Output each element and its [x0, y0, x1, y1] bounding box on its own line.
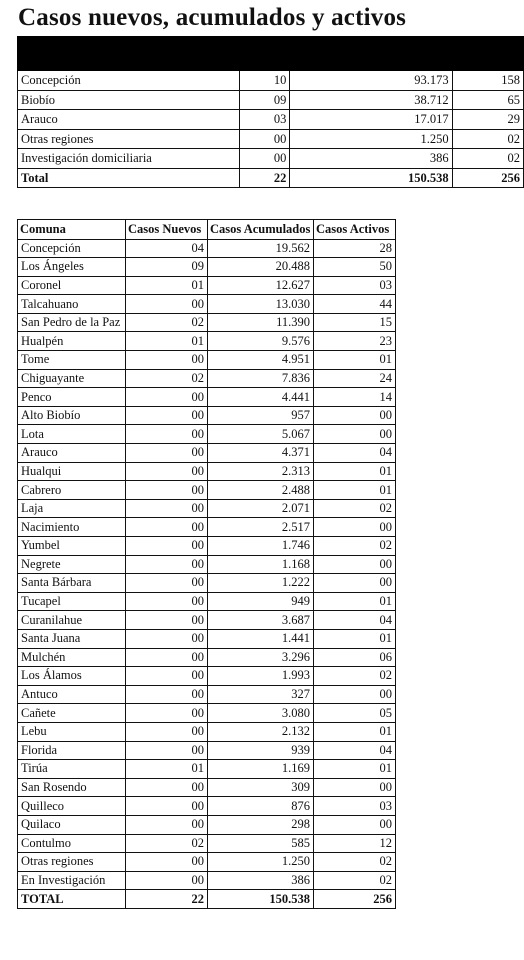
casos-nuevos-cell: 00	[126, 295, 208, 314]
casos-acumulados-cell: 3.296	[208, 648, 314, 667]
region-name-cell: Quilleco	[18, 797, 126, 816]
casos-activos-cell: 02	[314, 537, 396, 556]
summary-row	[18, 149, 524, 169]
casos-activos-cell: 06	[314, 648, 396, 667]
casos-acumulados-cell: 585	[208, 834, 314, 853]
casos-activos-cell: 65	[452, 90, 523, 110]
casos-nuevos-cell: 00	[126, 351, 208, 370]
casos-nuevos-cell: 10	[239, 71, 290, 91]
casos-nuevos-cell: 00	[126, 667, 208, 686]
casos-nuevos-cell: 02	[126, 313, 208, 332]
casos-nuevos-cell: 09	[239, 90, 290, 110]
comuna-row	[18, 406, 396, 425]
region-name-cell: Cañete	[18, 704, 126, 723]
casos-activos-cell: 03	[314, 797, 396, 816]
region-name-cell: Arauco	[18, 110, 240, 130]
casos-nuevos-cell: 00	[126, 388, 208, 407]
col-header-casos-acumulados: Casos Acumulados	[208, 220, 314, 240]
casos-acumulados-cell: 5.067	[208, 425, 314, 444]
region-name-cell: Chiguayante	[18, 369, 126, 388]
comuna-row	[18, 778, 396, 797]
region-name-cell: Cabrero	[18, 481, 126, 500]
casos-nuevos-cell: 00	[126, 722, 208, 741]
comuna-row	[18, 815, 396, 834]
casos-activos-cell: 04	[314, 444, 396, 463]
region-name-cell: Penco	[18, 388, 126, 407]
casos-activos-cell: 01	[314, 722, 396, 741]
casos-nuevos-cell: 00	[126, 574, 208, 593]
comuna-row	[18, 499, 396, 518]
casos-acumulados-cell: 7.836	[208, 369, 314, 388]
casos-acumulados-cell: 309	[208, 778, 314, 797]
region-name-cell: Negrete	[18, 555, 126, 574]
comuna-row	[18, 276, 396, 295]
casos-nuevos-cell: 01	[126, 332, 208, 351]
casos-acumulados-cell: 4.951	[208, 351, 314, 370]
casos-activos-cell: 01	[314, 592, 396, 611]
casos-activos-cell: 02	[314, 667, 396, 686]
casos-acumulados-cell: 2.132	[208, 722, 314, 741]
casos-acumulados-cell: 1.168	[208, 555, 314, 574]
comuna-row	[18, 239, 396, 258]
casos-activos-cell: 04	[314, 741, 396, 760]
casos-activos-cell: 01	[314, 351, 396, 370]
casos-acumulados-cell: 20.488	[208, 258, 314, 277]
region-name-cell: Otras regiones	[18, 129, 240, 149]
summary-header-band	[18, 37, 524, 71]
comuna-row	[18, 685, 396, 704]
casos-nuevos-cell: 01	[126, 760, 208, 779]
casos-acumulados-cell: 150.538	[208, 890, 314, 909]
comuna-row	[18, 313, 396, 332]
casos-nuevos-cell: 00	[126, 778, 208, 797]
comuna-row	[18, 462, 396, 481]
region-name-cell: Tirúa	[18, 760, 126, 779]
summary-row	[18, 90, 524, 110]
comuna-row	[18, 555, 396, 574]
casos-activos-cell: 256	[314, 890, 396, 909]
comuna-row	[18, 611, 396, 630]
casos-activos-cell: 01	[314, 629, 396, 648]
casos-nuevos-cell: 00	[126, 611, 208, 630]
region-name-cell: En Investigación	[18, 871, 126, 890]
region-name-cell: Lebu	[18, 722, 126, 741]
casos-nuevos-cell: 02	[126, 369, 208, 388]
col-header-casos-activos: Casos Activos	[314, 220, 396, 240]
casos-activos-cell: 02	[452, 129, 523, 149]
casos-activos-cell: 00	[314, 406, 396, 425]
region-name-cell: Los Álamos	[18, 667, 126, 686]
casos-activos-cell: 03	[314, 276, 396, 295]
casos-acumulados-cell: 4.371	[208, 444, 314, 463]
summary-row	[18, 110, 524, 130]
region-name-cell: Coronel	[18, 276, 126, 295]
casos-activos-cell: 02	[314, 499, 396, 518]
casos-activos-cell: 50	[314, 258, 396, 277]
comuna-row	[18, 853, 396, 872]
region-name-cell: Contulmo	[18, 834, 126, 853]
casos-acumulados-cell: 2.488	[208, 481, 314, 500]
casos-nuevos-cell: 00	[126, 853, 208, 872]
casos-nuevos-cell: 00	[126, 685, 208, 704]
casos-acumulados-cell: 1.169	[208, 760, 314, 779]
casos-acumulados-cell: 949	[208, 592, 314, 611]
casos-activos-cell: 00	[314, 778, 396, 797]
casos-activos-cell: 01	[314, 760, 396, 779]
casos-nuevos-cell: 00	[239, 129, 290, 149]
casos-acumulados-cell: 2.517	[208, 518, 314, 537]
casos-activos-cell: 12	[314, 834, 396, 853]
comuna-row	[18, 667, 396, 686]
casos-nuevos-cell: 01	[126, 276, 208, 295]
summary-table	[17, 36, 524, 188]
col-header-comuna: Comuna	[18, 220, 126, 240]
col-header-casos-nuevos: Casos Nuevos	[126, 220, 208, 240]
casos-nuevos-cell: 02	[126, 834, 208, 853]
casos-acumulados-cell: 1.993	[208, 667, 314, 686]
comuna-row	[18, 704, 396, 723]
casos-acumulados-cell: 2.071	[208, 499, 314, 518]
casos-nuevos-cell: 00	[239, 149, 290, 169]
casos-nuevos-cell: 22	[126, 890, 208, 909]
region-name-cell: Arauco	[18, 444, 126, 463]
casos-activos-cell: 00	[314, 685, 396, 704]
comuna-row	[18, 369, 396, 388]
casos-activos-cell: 01	[314, 481, 396, 500]
region-name-cell: Santa Juana	[18, 629, 126, 648]
casos-nuevos-cell: 00	[126, 499, 208, 518]
region-name-cell: Hualqui	[18, 462, 126, 481]
region-name-cell: Total	[18, 168, 240, 188]
casos-activos-cell: 14	[314, 388, 396, 407]
region-name-cell: Biobío	[18, 90, 240, 110]
casos-activos-cell: 15	[314, 313, 396, 332]
casos-activos-cell: 05	[314, 704, 396, 723]
casos-nuevos-cell: 00	[126, 444, 208, 463]
casos-acumulados-cell: 11.390	[208, 313, 314, 332]
comuna-row	[18, 537, 396, 556]
comuna-row	[18, 258, 396, 277]
casos-activos-cell: 01	[314, 462, 396, 481]
region-name-cell: Tome	[18, 351, 126, 370]
casos-acumulados-cell: 386	[290, 149, 452, 169]
casos-acumulados-cell: 12.627	[208, 276, 314, 295]
region-name-cell: Concepción	[18, 239, 126, 258]
comuna-row	[18, 574, 396, 593]
region-name-cell: Quilaco	[18, 815, 126, 834]
region-name-cell: Santa Bárbara	[18, 574, 126, 593]
region-name-cell: Lota	[18, 425, 126, 444]
region-name-cell: Yumbel	[18, 537, 126, 556]
region-name-cell: Alto Biobío	[18, 406, 126, 425]
casos-acumulados-cell: 2.313	[208, 462, 314, 481]
casos-nuevos-cell: 00	[126, 425, 208, 444]
page-title: Casos nuevos, acumulados y activos	[18, 4, 407, 31]
region-name-cell: Concepción	[18, 71, 240, 91]
casos-activos-cell: 00	[314, 518, 396, 537]
comuna-row	[18, 592, 396, 611]
comuna-row	[18, 797, 396, 816]
casos-nuevos-cell: 00	[126, 815, 208, 834]
region-name-cell: Antuco	[18, 685, 126, 704]
casos-nuevos-cell: 00	[126, 518, 208, 537]
casos-acumulados-cell: 1.250	[290, 129, 452, 149]
casos-nuevos-cell: 00	[126, 462, 208, 481]
casos-activos-cell: 24	[314, 369, 396, 388]
casos-nuevos-cell: 00	[126, 481, 208, 500]
region-name-cell: Investigación domiciliaria	[18, 149, 240, 169]
casos-activos-cell: 158	[452, 71, 523, 91]
summary-total-row	[18, 168, 524, 188]
casos-activos-cell: 29	[452, 110, 523, 130]
comuna-header-row	[18, 220, 396, 240]
casos-acumulados-cell: 386	[208, 871, 314, 890]
casos-nuevos-cell: 00	[126, 797, 208, 816]
comuna-row	[18, 295, 396, 314]
summary-row	[18, 129, 524, 149]
casos-nuevos-cell: 00	[126, 537, 208, 556]
casos-acumulados-cell: 1.746	[208, 537, 314, 556]
casos-acumulados-cell: 150.538	[290, 168, 452, 188]
comuna-row	[18, 871, 396, 890]
comuna-row	[18, 629, 396, 648]
casos-nuevos-cell: 00	[126, 741, 208, 760]
region-name-cell: San Pedro de la Paz	[18, 313, 126, 332]
casos-acumulados-cell: 298	[208, 815, 314, 834]
casos-acumulados-cell: 1.222	[208, 574, 314, 593]
comuna-row	[18, 481, 396, 500]
casos-nuevos-cell: 00	[126, 648, 208, 667]
region-name-cell: Talcahuano	[18, 295, 126, 314]
casos-acumulados-cell: 876	[208, 797, 314, 816]
region-name-cell: Laja	[18, 499, 126, 518]
casos-activos-cell: 23	[314, 332, 396, 351]
casos-nuevos-cell: 00	[126, 555, 208, 574]
comuna-row	[18, 741, 396, 760]
casos-acumulados-cell: 9.576	[208, 332, 314, 351]
region-name-cell: Curanilahue	[18, 611, 126, 630]
comuna-table	[17, 219, 396, 909]
comuna-row	[18, 648, 396, 667]
casos-activos-cell: 02	[314, 853, 396, 872]
comuna-row	[18, 425, 396, 444]
casos-activos-cell: 02	[314, 871, 396, 890]
casos-activos-cell: 00	[314, 555, 396, 574]
casos-activos-cell: 256	[452, 168, 523, 188]
region-name-cell: Hualpén	[18, 332, 126, 351]
casos-acumulados-cell: 3.080	[208, 704, 314, 723]
casos-acumulados-cell: 957	[208, 406, 314, 425]
region-name-cell: San Rosendo	[18, 778, 126, 797]
comuna-row	[18, 444, 396, 463]
summary-row	[18, 71, 524, 91]
comuna-row	[18, 760, 396, 779]
casos-nuevos-cell: 00	[126, 871, 208, 890]
casos-acumulados-cell: 13.030	[208, 295, 314, 314]
casos-nuevos-cell: 09	[126, 258, 208, 277]
region-name-cell: Florida	[18, 741, 126, 760]
casos-acumulados-cell: 1.441	[208, 629, 314, 648]
casos-activos-cell: 00	[314, 815, 396, 834]
region-name-cell: Mulchén	[18, 648, 126, 667]
casos-activos-cell: 28	[314, 239, 396, 258]
comuna-row	[18, 518, 396, 537]
comuna-row	[18, 722, 396, 741]
casos-acumulados-cell: 19.562	[208, 239, 314, 258]
casos-nuevos-cell: 00	[126, 406, 208, 425]
casos-activos-cell: 02	[452, 149, 523, 169]
casos-nuevos-cell: 04	[126, 239, 208, 258]
casos-nuevos-cell: 03	[239, 110, 290, 130]
comuna-row	[18, 351, 396, 370]
casos-acumulados-cell: 93.173	[290, 71, 452, 91]
casos-activos-cell: 00	[314, 425, 396, 444]
comuna-row	[18, 834, 396, 853]
region-name-cell: Nacimiento	[18, 518, 126, 537]
casos-activos-cell: 00	[314, 574, 396, 593]
casos-acumulados-cell: 939	[208, 741, 314, 760]
casos-acumulados-cell: 1.250	[208, 853, 314, 872]
region-name-cell: Otras regiones	[18, 853, 126, 872]
casos-acumulados-cell: 38.712	[290, 90, 452, 110]
comuna-row	[18, 388, 396, 407]
casos-nuevos-cell: 22	[239, 168, 290, 188]
region-name-cell: TOTAL	[18, 890, 126, 909]
comuna-total-row	[18, 890, 396, 909]
casos-acumulados-cell: 17.017	[290, 110, 452, 130]
region-name-cell: Tucapel	[18, 592, 126, 611]
casos-nuevos-cell: 00	[126, 704, 208, 723]
casos-acumulados-cell: 4.441	[208, 388, 314, 407]
comuna-row	[18, 332, 396, 351]
region-name-cell: Los Ángeles	[18, 258, 126, 277]
casos-acumulados-cell: 327	[208, 685, 314, 704]
casos-acumulados-cell: 3.687	[208, 611, 314, 630]
casos-nuevos-cell: 00	[126, 592, 208, 611]
casos-nuevos-cell: 00	[126, 629, 208, 648]
casos-activos-cell: 44	[314, 295, 396, 314]
casos-activos-cell: 04	[314, 611, 396, 630]
